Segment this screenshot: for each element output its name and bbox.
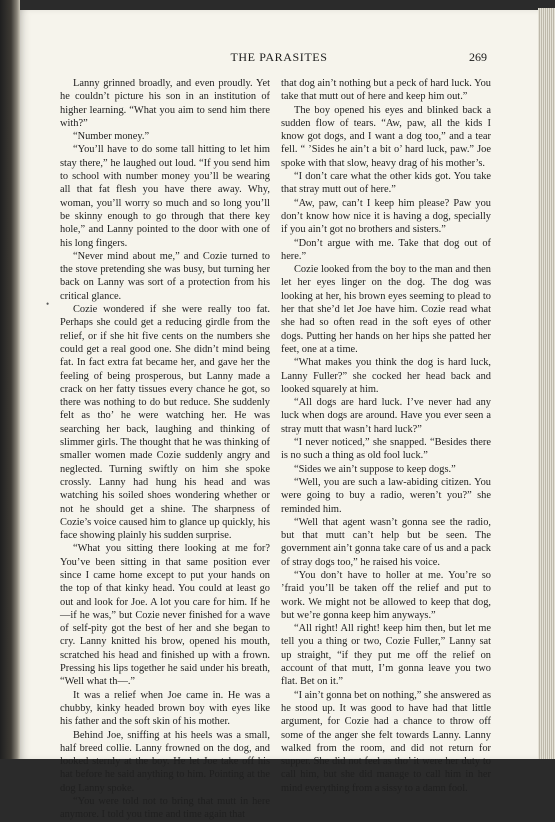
paragraph: “Well that agent wasn’t gonna see the radio, but that mutt can’t help but be seen. The government ain’t gonna take care of us and a pack of stray dogs too,” he raised his voice.	[281, 516, 491, 568]
paragraph: “I ain’t gonna bet on nothing,” she answered as he stood up. It was good to have had that little argument, for Cozie had a chance to throw off some of the anger she felt towards Lanny. Lanny walked from the room, and did not return for supper. She did not feel as tho’ it were her duty to call him, but she did manage to call him in her mind everything from a sissy to a damn fool.	[281, 689, 491, 794]
paragraph: The boy opened his eyes and blinked back a sudden flow of tears. “Aw, paw, all the kids I know got dogs, and I want a dog too,” and a tear fell. “ ’Sides he ain’t a bit o’ hard luck, paw.” Joe spoke with that slow, heavy drag of his mother’s.	[281, 104, 491, 169]
paragraph: “Don’t argue with me. Take that dog out of here.”	[281, 237, 491, 262]
margin-mark: •	[46, 299, 50, 309]
page-number: 269	[469, 50, 487, 64]
paragraph: “What makes you think the dog is hard luck, Lanny Fuller?” she cocked her head back and looked squarely at him.	[281, 357, 491, 395]
paragraph: “All right! All right! keep him then, but let me tell you a thing or two, Cozie Fuller,” Lanny sat up straight, “if they put me off the relief on account of that mutt, I’m gonna leave you two flat. Bet on it.”	[281, 623, 491, 688]
book-gutter	[0, 0, 20, 759]
paragraph: “Well, you are such a law-abiding citizen. You were going to buy a radio, weren’t you?” she reminded him.	[281, 476, 491, 515]
paragraph: “You’ll have to do some tall hitting to let him stay there,” he laughed out loud. “If you send him to school with number money you’ll be wearing all that fat flesh you have there away. Why, woman, you’ll worry so much and so long you’ll be skinny enough to go through that there key hole,” and Lanny pointed to the door with one of his long fingers.	[60, 144, 270, 249]
running-title: THE PARASITES	[230, 50, 328, 64]
paragraph: Cozie wondered if she were really too fat. Perhaps she could get a reducing girdle from the relief, or if she hit five cents on the numbers she could get a real good one. She didn’t mind being fat. In fact extra fat became her, and gave her the feeling of being prosperous, but Lanny made a crack on her fatty tissues every chance he got, so there was nothing to do but reduce. She suddenly felt as tho’ he were watching her. He was searching her back, laughing and thinking of slimmer girls. The thought that he was thinking of smaller women made Cozie suddenly angry and neglected. Turning swiftly on him she spoke crossly. Lanny had hung his head and was watching his soiled shoes wondering whether or not he should get a shine. The sharpness of Cozie’s voice caused him to glance up quickly, his face showing plainly his sudden surprise.	[60, 304, 270, 542]
paragraph-continued: that dog ain’t nothing but a peck of hard luck. You take that mutt out of here and keep him out.”	[281, 78, 491, 103]
paragraph: “I never noticed,” she snapped. “Besides there is no such a thing as old fool luck.”	[281, 437, 491, 462]
paragraph: “Number money.”	[73, 131, 150, 143]
paragraph: “You were told not to bring that mutt in here anymore. I told you time and time again that	[60, 796, 270, 821]
paragraph: “Sides we ain’t suppose to keep dogs.”	[294, 463, 456, 475]
paragraph: “Aw, paw, can’t I keep him please? Paw you don’t know how nice it is having a dog, specially if you ain’t got no brothers and sisters.”	[281, 197, 491, 236]
right-column	[281, 77, 491, 795]
paragraph: Cozie looked from the boy to the man and then let her eyes linger on the dog. The dog was looking at her, his brown eyes seeming to plead to her that she’d let Joe have him. Cozie read what she had so often read in the soft eyes of other dogs. Putting her hands on her hips she patted her feet, one at a time.	[281, 264, 491, 355]
paragraph: Behind Joe, sniffing at his heels was a small, half breed collie. Lanny frowned on the dog, and looked sternly at the boy. He let Joe take off his hat before he said anything to him. Pointing at the dog Lanny spoke.	[60, 729, 270, 794]
book-page	[20, 10, 538, 821]
paragraph: “All dogs are hard luck. I’ve never had any luck when dogs are around. Have you ever seen a stray mutt that wasn’t hard luck?”	[281, 397, 491, 435]
paragraph: “Never mind about me,” and Cozie turned to the stove pretending she was busy, but turning her back on Lanny was sort of a protection from his critical glance.	[60, 250, 270, 302]
paragraph: It was a relief when Joe came in. He was a chubby, kinky headed brown boy with eyes like his father and the soft skin of his mother.	[60, 689, 270, 728]
left-column	[60, 77, 270, 822]
paragraph: “What you sitting there looking at me for? You’ve been sitting in that same position ever since I came home except to put your hands on the top of that kinky head. You could at least go out and look for Joe. A lot you care for him. If he—if he was,” but Cozie never finished for a wave of self-pity got the best of her and she began to cry. Lanny knitted his brow, opened his mouth, scratched his head and finished up with a frown. Pressing his lips together he said under his breath, “Well what th—.”	[60, 543, 270, 688]
paragraph: Lanny grinned broadly, and even proudly. Yet he couldn’t picture his son in an institution of higher learning. “What you aim to send him there with?”	[60, 78, 270, 129]
paragraph: “I don’t care what the other kids got. You take that stray mutt out of here.”	[281, 171, 491, 196]
paragraph: “You don’t have to holler at me. You’re so ’fraid you’ll be taken off the relief and put to work. We might not be allowed to keep that dog, but we’re gonna keep him anyways.”	[281, 569, 491, 621]
page-edges	[538, 8, 555, 759]
